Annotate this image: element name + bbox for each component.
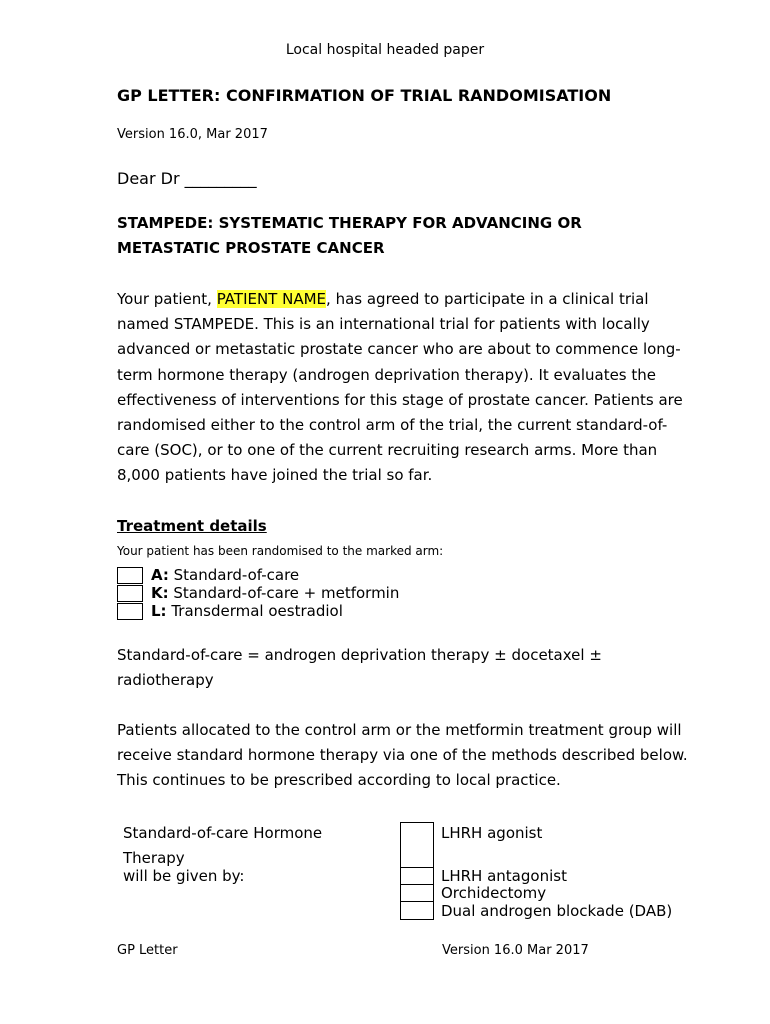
hormone-therapy-label: Standard-of-care Hormone Therapy will be given by: <box>123 824 323 885</box>
intro-body: , has agreed to participate in a clinical trial named STAMPEDE. This is an international trial for patients with locally advanced or metastatic prostate cancer who are about to commence long-term hormone therapy (androgen deprivation therapy). It evaluates the effectiveness of interventions for this stage of prostate cancer. Patients are randomised either to the control arm of the trial, the current standard-of-care (SOC), or to one of the current recruiting research arms. More than 8,000 patients have joined the trial so far. <box>117 290 683 485</box>
arm-l-checkbox[interactable] <box>117 603 143 620</box>
salutation: Dear Dr _________ <box>117 169 257 188</box>
orchidectomy-checkbox[interactable] <box>400 884 434 902</box>
soc-definition: Standard-of-care = androgen deprivation therapy ± docetaxel ± radiotherapy <box>117 646 602 690</box>
footer-left: GP Letter <box>117 943 178 958</box>
trial-subtitle: STAMPEDE: SYSTEMATIC THERAPY FOR ADVANCING OR METASTATIC PROSTATE CANCER <box>117 214 582 257</box>
intro-prefix: Your patient, <box>117 290 217 308</box>
dab-checkbox[interactable] <box>400 901 434 920</box>
header-note: Local hospital headed paper <box>285 42 485 58</box>
patient-name-placeholder: PATIENT NAME <box>216 290 327 308</box>
option-lhrh-antagonist: LHRH antagonist <box>441 867 567 885</box>
version-line: Version 16.0, Mar 2017 <box>117 127 268 142</box>
arm-k-row <box>117 584 399 602</box>
arm-a-row <box>117 566 299 584</box>
intro-paragraph <box>117 287 697 489</box>
allocation-paragraph: Patients allocated to the control arm or the metformin treatment group will receive standard hormone therapy via one of the methods described below. This continues to be prescribed according to local practice. <box>117 721 688 790</box>
arm-l-row <box>117 602 343 620</box>
arm-l-label: L: Transdermal oestradiol <box>151 602 343 620</box>
lhrh-agonist-checkbox[interactable] <box>400 822 434 868</box>
option-lhrh-agonist: LHRH agonist <box>441 824 543 842</box>
arm-a-checkbox[interactable] <box>117 567 143 584</box>
lhrh-antagonist-checkbox[interactable] <box>400 867 434 885</box>
arm-k-checkbox[interactable] <box>117 585 143 602</box>
letter-title: GP LETTER: CONFIRMATION OF TRIAL RANDOMISATION <box>117 86 612 105</box>
arm-a-label: A: Standard-of-care <box>151 566 300 584</box>
arm-k-label: K: Standard-of-care + metformin <box>151 584 400 602</box>
treatment-heading: Treatment details <box>117 517 267 535</box>
option-dab: Dual androgen blockade (DAB) <box>441 902 673 920</box>
treatment-instruction: Your patient has been randomised to the marked arm: <box>117 544 444 558</box>
option-orchidectomy: Orchidectomy <box>441 884 547 902</box>
footer-right: Version 16.0 Mar 2017 <box>442 943 589 958</box>
